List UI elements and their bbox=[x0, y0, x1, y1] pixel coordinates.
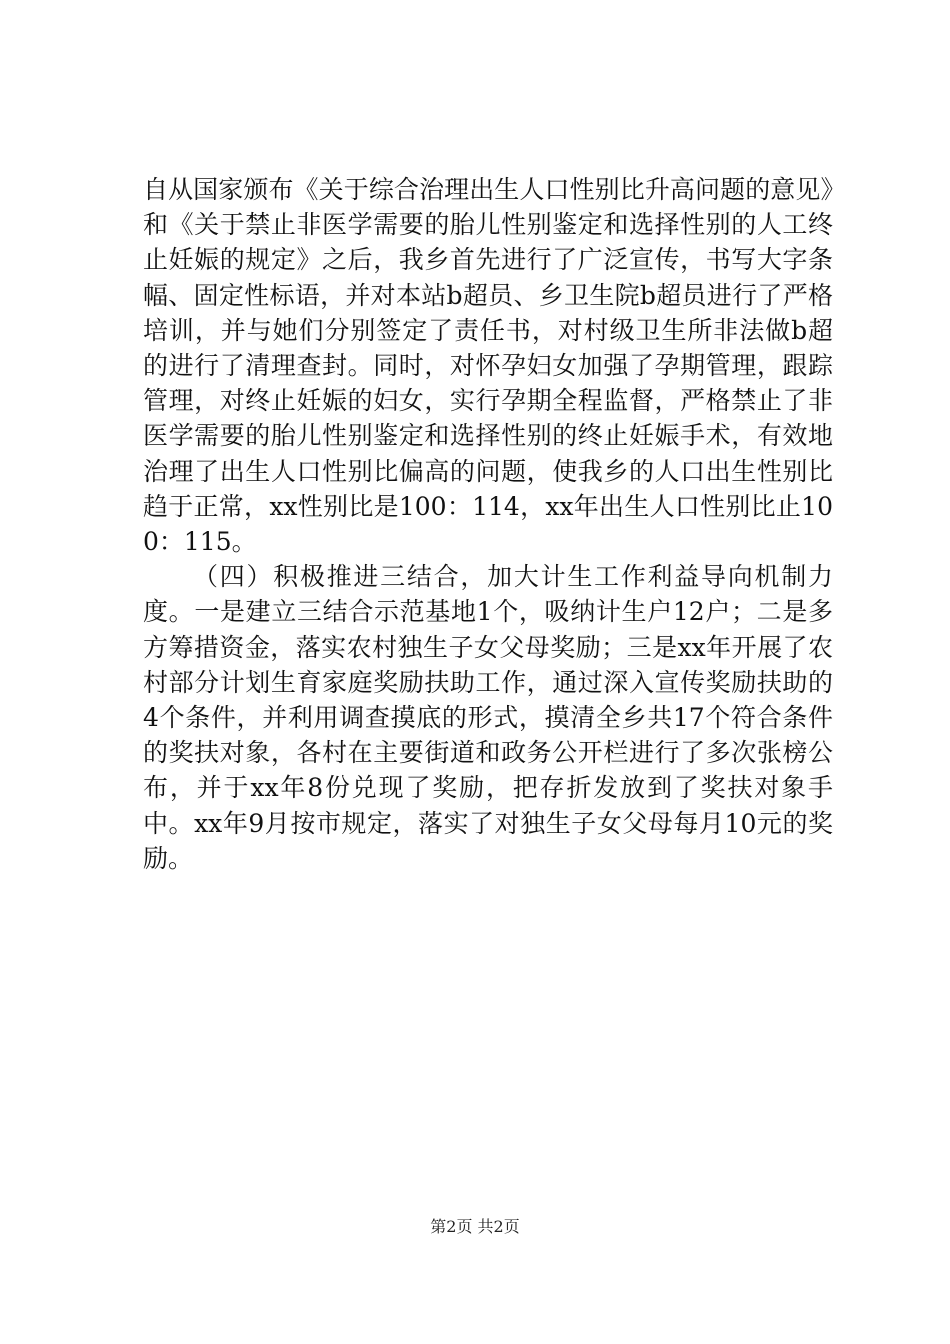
paragraph-sex-ratio: 自从国家颁布《关于综合治理出生人口性别比升高问题的意见》和《关于禁止非医学需要的胎儿性别鉴定和选择性别的人工终止妊娠的规定》之后，我乡首先进行了广泛宣传，书写大字条幅、固定性标语，并对本站b超员、乡卫生院b超员进行了严格培训，并与她们分别签定了责任书，对村级卫生所非法做b超的进行了清理查封。同时，对怀孕妇女加强了孕期管理，跟踪管理，对终止妊娠的妇女，实行孕期全程监督，严格禁止了非医学需要的胎儿性别鉴定和选择性别的终止妊娠手术，有效地治理了出生人口性别比偏高的问题，使我乡的人口出生性别比趋于正常，xx性别比是100：114，xx年出生人口性别比止100：115。 bbox=[143, 175, 833, 557]
paragraph-three-combination: （四）积极推进三结合，加大计生工作利益导向机制力度。一是建立三结合示范基地1个，吸纳计生户12户；二是多方筹措资金，落实农村独生子女父母奖励；三是xx年开展了农村部分计划生育家庭奖励扶助工作，通过深入宣传奖励扶助的4个条件，并利用调查摸底的形式，摸清全乡共17个符合条件的奖扶对象，各村在主要街道和政务公开栏进行了多次张榜公布，并于xx年8份兑现了奖励，把存折发放到了奖扶对象手中。xx年9月按市规定，落实了对独生子女父母每月10元的奖励。 bbox=[143, 562, 833, 873]
body-text bbox=[143, 172, 833, 876]
page-footer: 第2页 共2页 bbox=[430, 1217, 520, 1236]
